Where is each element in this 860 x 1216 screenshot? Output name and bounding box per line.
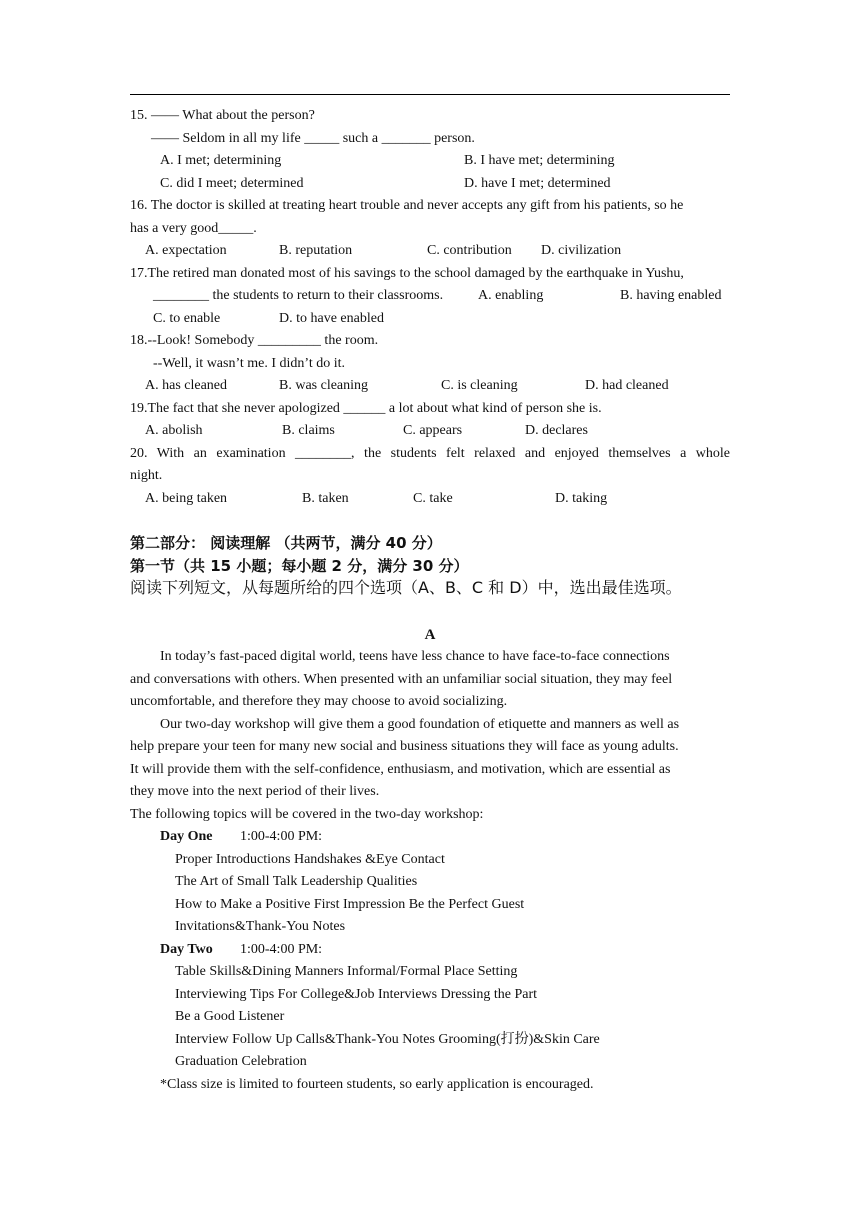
q15-option-b: B. I have met; determining bbox=[464, 153, 615, 168]
q17-option-b: B. having enabled bbox=[620, 288, 722, 303]
day-two-topic: Table Skills&Dining Manners Informal/Formal Place Setting bbox=[175, 964, 518, 979]
q17-option-d: D. to have enabled bbox=[279, 311, 384, 326]
day-two-topic: Graduation Celebration bbox=[175, 1054, 307, 1069]
class-size-note: *Class size is limited to fourteen students, so early application is encouraged. bbox=[160, 1077, 594, 1092]
topics-intro: The following topics will be covered in the two-day workshop: bbox=[130, 807, 484, 822]
section-instruction: 阅读下列短文，从每题所给的四个选项（A、B、C 和 D）中，选出最佳选项。 bbox=[130, 578, 682, 597]
day-one-topic: Invitations&Thank-You Notes bbox=[175, 919, 346, 934]
q15-option-c: C. did I meet; determined bbox=[160, 176, 304, 191]
q19-option-a: A. abolish bbox=[145, 423, 203, 438]
passage-p2-line1: Our two-day workshop will give them a good foundation of etiquette and manners as well as bbox=[160, 717, 680, 732]
day-one-topic: Proper Introductions Handshakes &Eye Contact bbox=[175, 852, 445, 867]
q16-option-c: C. contribution bbox=[427, 243, 512, 258]
day-one-label: Day One bbox=[160, 829, 213, 844]
q16-option-d: D. civilization bbox=[541, 243, 622, 258]
q18-option-b: B. was cleaning bbox=[279, 378, 369, 393]
q15-option-d: D. have I met; determined bbox=[464, 176, 611, 191]
day-two-topic: Be a Good Listener bbox=[175, 1009, 285, 1024]
q17-option-c: C. to enable bbox=[153, 311, 221, 326]
q15-option-a: A. I met; determining bbox=[160, 153, 282, 168]
q20-option-a: A. being taken bbox=[145, 491, 228, 506]
day-two-label: Day Two bbox=[160, 942, 213, 957]
section-part-title: 第二部分： 阅读理解 （共两节，满分 40 分） bbox=[130, 534, 442, 552]
q18-option-d: D. had cleaned bbox=[585, 378, 669, 393]
q19-option-b: B. claims bbox=[282, 423, 335, 438]
passage-p1-line3: uncomfortable, and therefore they may choose to avoid socializing. bbox=[130, 694, 508, 709]
day-two-time: 1:00-4:00 PM: bbox=[240, 942, 323, 957]
q16-stem-line2: has a very good_____. bbox=[130, 221, 257, 236]
passage-p1-line2: and conversations with others. When presented with an unfamiliar social situation, they may feel bbox=[130, 672, 673, 687]
day-one-topic: How to Make a Positive First Impression Be the Perfect Guest bbox=[175, 897, 525, 912]
q19-stem: 19.The fact that she never apologized ______ a lot about what kind of person she is. bbox=[130, 401, 602, 416]
q17-stem-line2: ________ the students to return to their classrooms. bbox=[153, 288, 444, 303]
q20-stem-line1: 20. With an examination ________, the students felt relaxed and enjoyed themselves a whole bbox=[130, 446, 730, 461]
q18-line2: --Well, it wasn’t me. I didn’t do it. bbox=[153, 356, 345, 371]
day-two-topic: Interview Follow Up Calls&Thank-You Notes Grooming(打扮)&Skin Care bbox=[175, 1032, 600, 1047]
section-sub-title: 第一节（共 15 小题；每小题 2 分，满分 30 分） bbox=[130, 557, 469, 575]
q20-stem-line2: night. bbox=[130, 468, 163, 483]
q19-option-c: C. appears bbox=[403, 423, 463, 438]
q20-option-d: D. taking bbox=[555, 491, 608, 506]
day-two-topic: Interviewing Tips For College&Job Interviews Dressing the Part bbox=[175, 987, 538, 1002]
q19-option-d: D. declares bbox=[525, 423, 588, 438]
day-one-time: 1:00-4:00 PM: bbox=[240, 829, 323, 844]
q18-option-a: A. has cleaned bbox=[145, 378, 228, 393]
q18-option-c: C. is cleaning bbox=[441, 378, 518, 393]
passage-p1-line1: In today’s fast-paced digital world, teens have less chance to have face-to-face connections bbox=[160, 649, 670, 664]
passage-heading: A bbox=[424, 627, 436, 643]
day-one-topic: The Art of Small Talk Leadership Qualities bbox=[175, 874, 418, 889]
q20-option-c: C. take bbox=[413, 491, 453, 506]
q18-stem: 18.--Look! Somebody _________ the room. bbox=[130, 333, 379, 348]
passage-p2-line4: they move into the next period of their lives. bbox=[130, 784, 380, 799]
q17-stem-line1: 17.The retired man donated most of his savings to the school damaged by the earthquake in Yushu, bbox=[130, 266, 684, 281]
q16-stem-line1: 16. The doctor is skilled at treating heart trouble and never accepts any gift from his patients, so he bbox=[130, 198, 684, 213]
passage-p2-line2: help prepare your teen for many new social and business situations they will face as young adults. bbox=[130, 739, 679, 754]
q17-option-a: A. enabling bbox=[478, 288, 544, 303]
q20-option-b: B. taken bbox=[302, 491, 349, 506]
q15-stem: 15. —— What about the person? bbox=[130, 108, 315, 123]
q16-option-a: A. expectation bbox=[145, 243, 227, 258]
q15-line2: —— Seldom in all my life _____ such a _______ person. bbox=[130, 131, 475, 146]
q16-option-b: B. reputation bbox=[279, 243, 353, 258]
header-rule bbox=[130, 94, 730, 95]
passage-p2-line3: It will provide them with the self-confidence, enthusiasm, and motivation, which are essential as bbox=[130, 762, 671, 777]
